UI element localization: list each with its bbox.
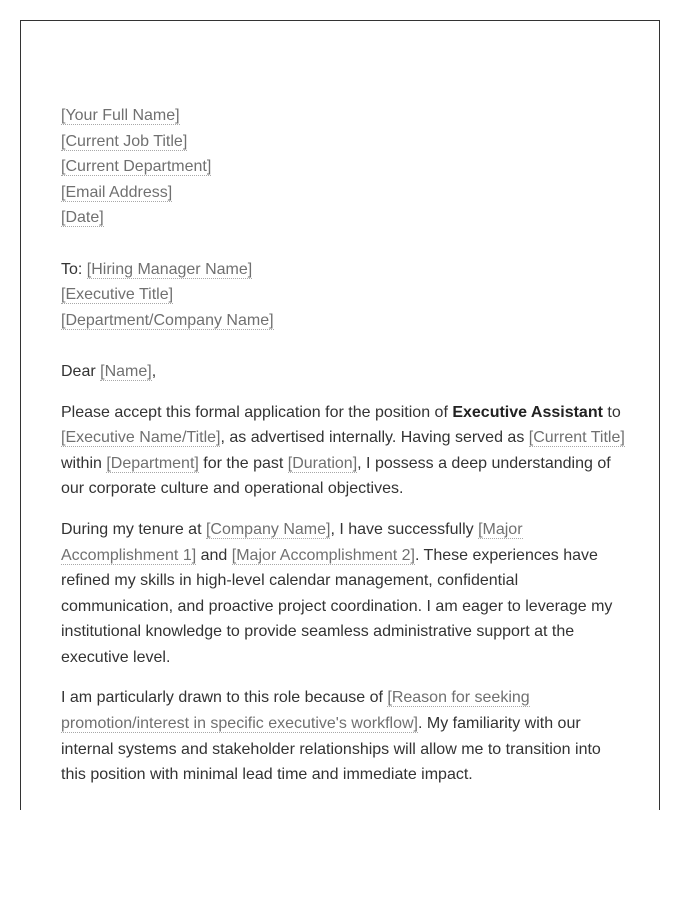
recipient-executive-title[interactable]: [Executive Title] bbox=[61, 286, 174, 304]
salutation bbox=[61, 359, 626, 385]
p2-company[interactable]: [Company Name] bbox=[205, 520, 331, 538]
recipient-company-line bbox=[61, 308, 626, 334]
salutation-name[interactable]: [Name] bbox=[100, 362, 152, 380]
p1-text-2: to bbox=[602, 403, 621, 421]
p2-text-4: . These experiences have refined my skills in high-level calendar management, confidential communication, and proactive project coordination. I am eager to leverage my institutional knowledge to provide seamless administrative support at the executive level. bbox=[61, 546, 613, 666]
p2-text-2: , I have successfully bbox=[330, 520, 479, 538]
letter-page bbox=[20, 20, 660, 810]
p3-text-1: I am particularly drawn to this role because of bbox=[61, 689, 388, 707]
recipient-block bbox=[61, 257, 626, 334]
sender-date[interactable]: [Date] bbox=[61, 209, 104, 227]
salutation-comma: , bbox=[151, 362, 157, 380]
sender-email-line bbox=[61, 180, 626, 206]
paragraph-motivation bbox=[61, 685, 626, 787]
sender-name-line bbox=[61, 103, 626, 129]
p1-text-6: , I possess a deep understanding of our corporate culture and operational objectives. bbox=[61, 454, 611, 498]
p1-text-3: , as advertised internally. Having served as bbox=[220, 429, 529, 447]
recipient-title-line bbox=[61, 282, 626, 308]
p1-text-4: within bbox=[61, 454, 107, 472]
sender-department[interactable]: [Current Department] bbox=[61, 158, 212, 176]
p3-reason[interactable]: [Reason for seeking promotion/interest in specific executive's workflow] bbox=[61, 689, 530, 733]
sender-title-line bbox=[61, 129, 626, 155]
sender-block bbox=[61, 103, 626, 231]
p1-department[interactable]: [Department] bbox=[106, 454, 199, 472]
p1-text-5: for the past bbox=[198, 454, 288, 472]
p2-accomplishment-2[interactable]: [Major Accomplishment 2] bbox=[231, 546, 415, 564]
paragraph-application bbox=[61, 400, 626, 502]
sender-date-line bbox=[61, 205, 626, 231]
p3-text-2: . My familiarity with our internal systems and stakeholder relationships will allow me to transition into this position with minimal lead time and immediate impact. bbox=[61, 715, 601, 784]
recipient-company[interactable]: [Department/Company Name] bbox=[61, 311, 274, 329]
p1-executive[interactable]: [Executive Name/Title] bbox=[61, 429, 221, 447]
salutation-dear: Dear bbox=[61, 362, 101, 380]
p2-accomplishment-1[interactable]: [Major Accomplishment 1] bbox=[61, 520, 523, 564]
recipient-hiring-manager[interactable]: [Hiring Manager Name] bbox=[86, 260, 253, 278]
p1-text-1: Please accept this formal application for the position of bbox=[61, 403, 453, 421]
p2-text-3: and bbox=[196, 546, 232, 564]
sender-job-title[interactable]: [Current Job Title] bbox=[61, 132, 188, 150]
letter-content bbox=[61, 103, 626, 803]
sender-email[interactable]: [Email Address] bbox=[61, 183, 173, 201]
p1-current-title[interactable]: [Current Title] bbox=[528, 429, 625, 447]
recipient-to-line bbox=[61, 257, 626, 283]
p1-position: Executive Assistant bbox=[452, 403, 603, 421]
p2-text-1: During my tenure at bbox=[61, 520, 206, 538]
recipient-to-label: To: bbox=[61, 260, 87, 278]
sender-department-line bbox=[61, 154, 626, 180]
paragraph-tenure bbox=[61, 517, 626, 671]
p1-duration[interactable]: [Duration] bbox=[287, 454, 358, 472]
sender-full-name[interactable]: [Your Full Name] bbox=[61, 107, 180, 124]
